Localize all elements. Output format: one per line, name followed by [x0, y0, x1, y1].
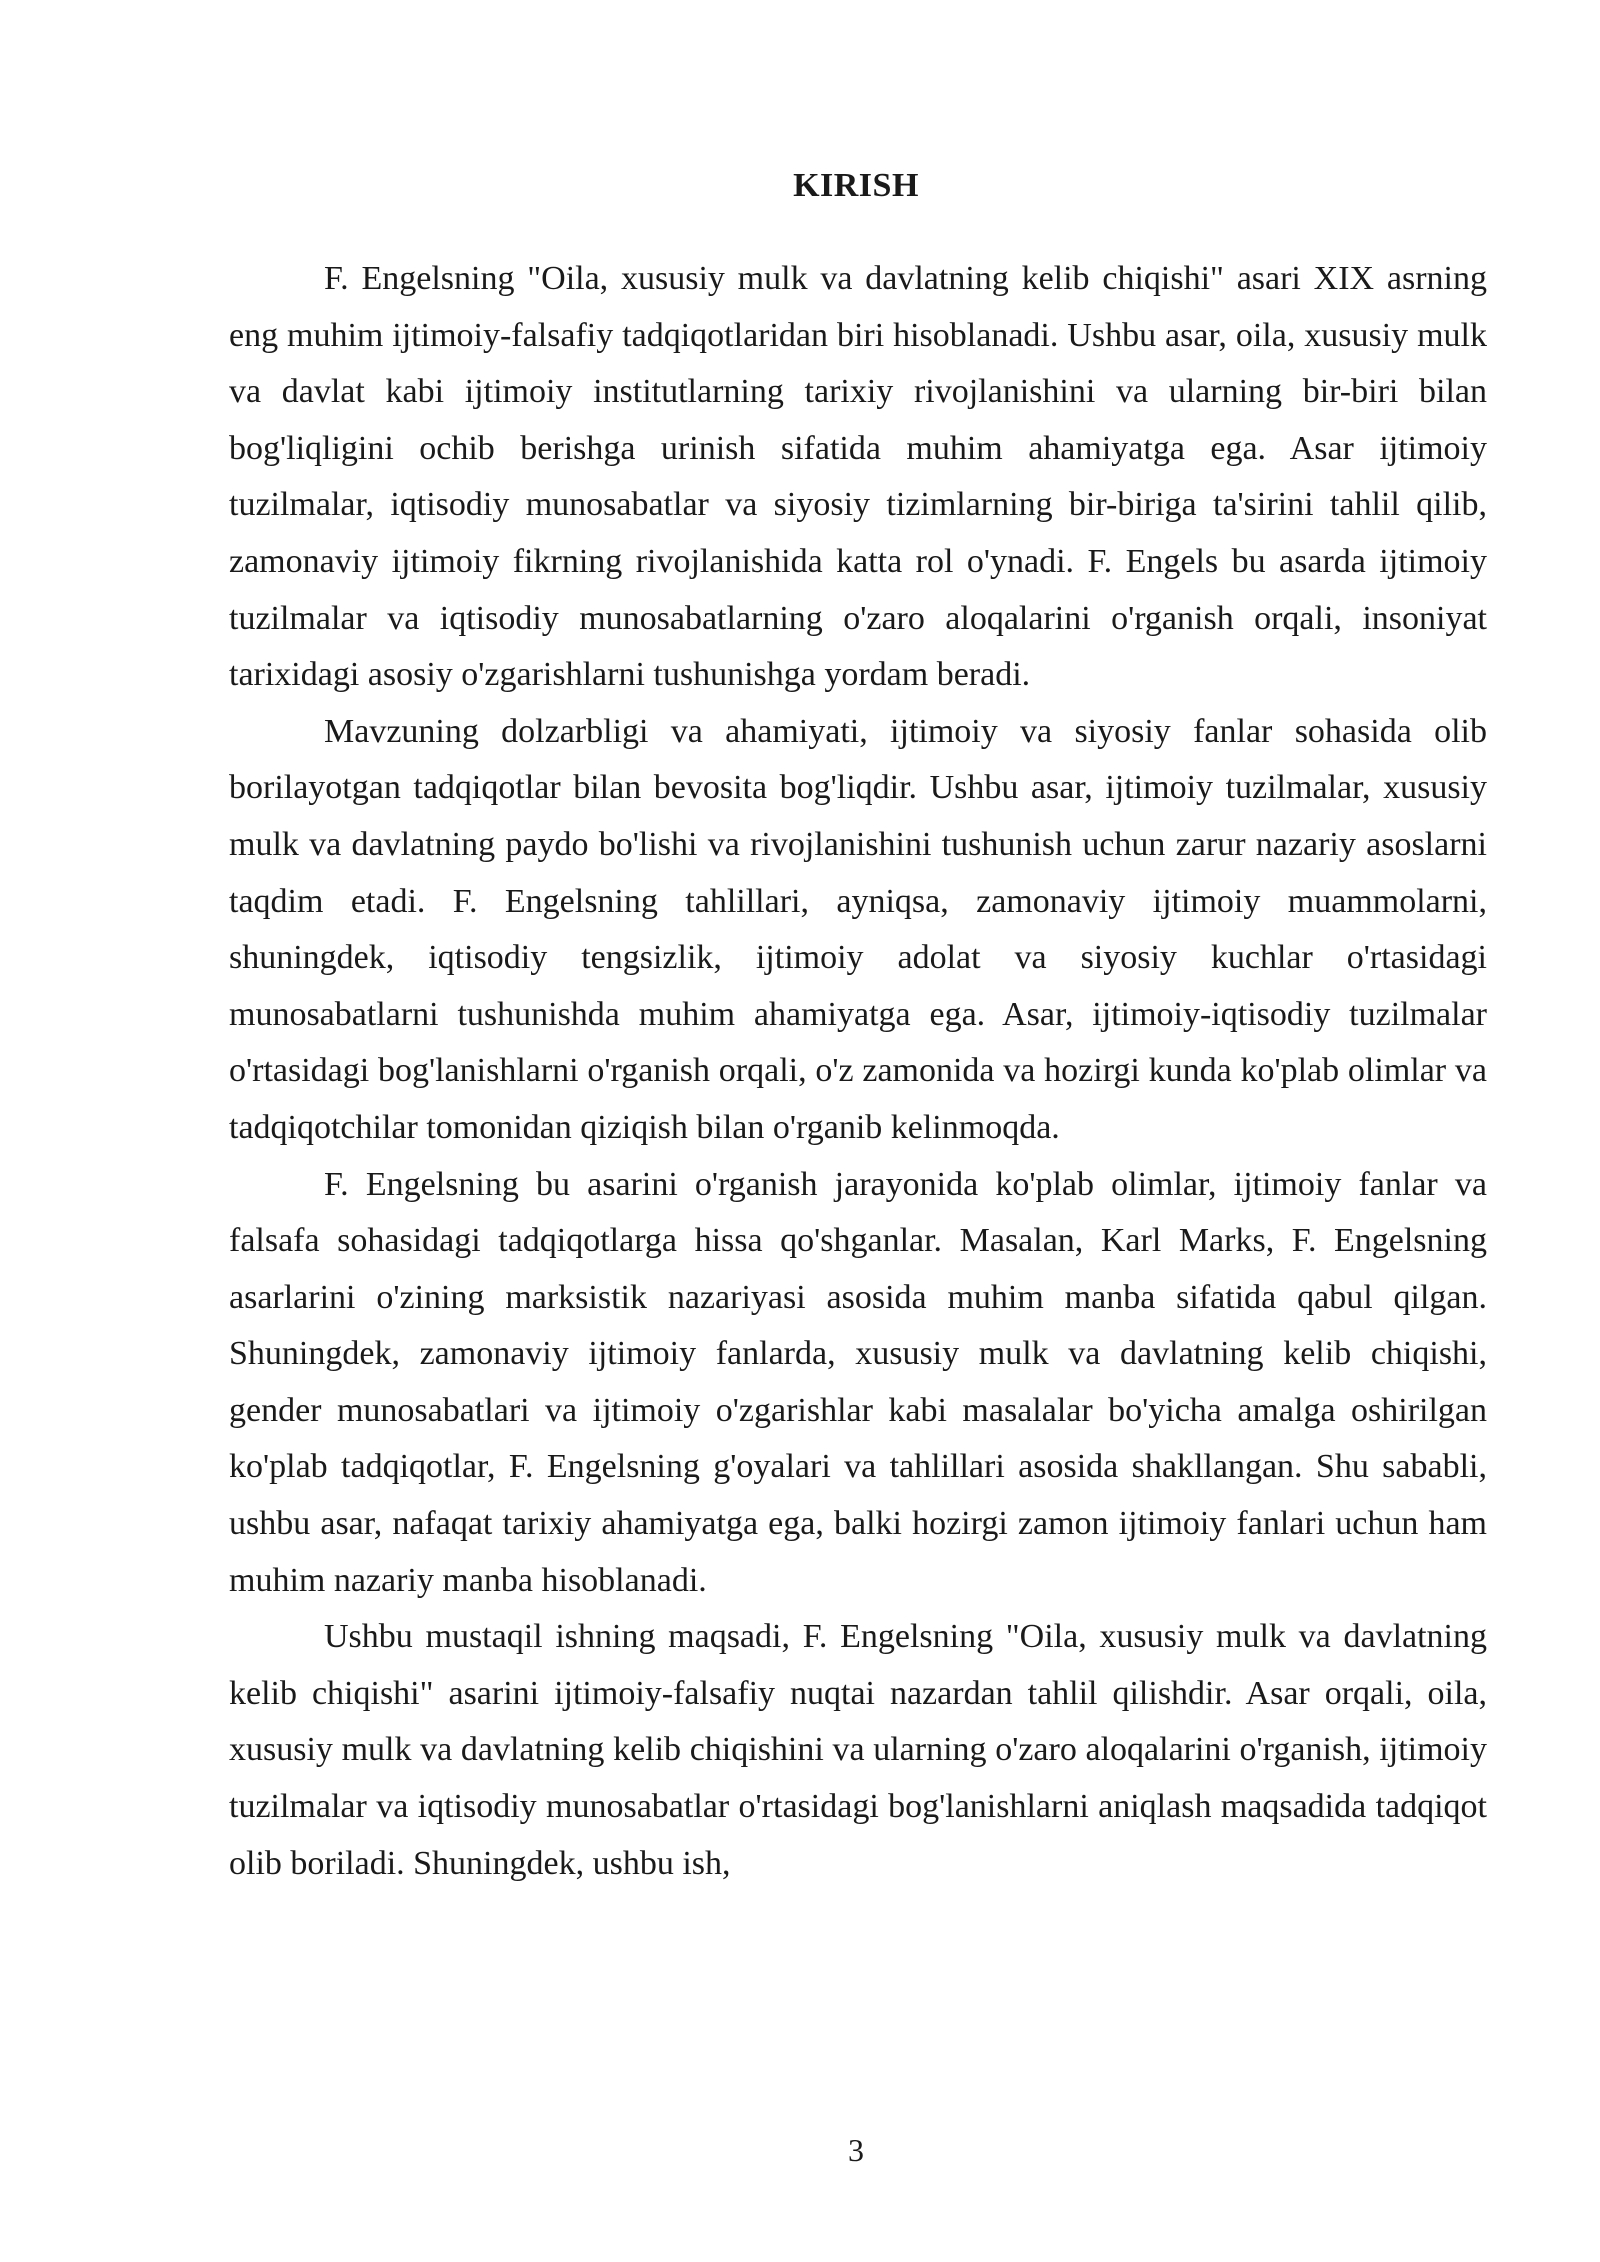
section-title: KIRISH	[793, 167, 919, 204]
body-text	[229, 251, 1487, 1892]
paragraph-3: F. Engelsning bu asarini o'rganish jarayonida ko'plab olimlar, ijtimoiy fanlar va falsafa sohasidagi tadqiqotlarga hissa qo'shganlar. Masalan, Karl Marks, F. Engelsning asarlarini o'zining marksistik nazariyasi asosida muhim manba sifatida qabul qilgan. Shuningdek, zamonaviy ijtimoiy fanlarda, xususiy mulk va davlatning kelib chiqishi, gender munosabatlari va ijtimoiy o'zgarishlar kabi masalalar bo'yicha amalga oshirilgan ko'plab tadqiqotlar, F. Engelsning g'oyalari va tahlillari asosida shakllangan. Shu sababli, ushbu asar, nafaqat tarixiy ahamiyatga ega, balki hozirgi zamon ijtimoiy fanlari uchun ham muhim nazariy manba hisoblanadi.	[229, 1165, 1487, 1599]
paragraph-2: Mavzuning dolzarbligi va ahamiyati, ijtimoiy va siyosiy fanlar sohasida olib borilayotgan tadqiqotlar bilan bevosita bog'liqdir. Ushbu asar, ijtimoiy tuzilmalar, xususiy mulk va davlatning paydo bo'lishi va rivojlanishini tushunish uchun zarur nazariy asoslarni taqdim etadi. F. Engelsning tahlillari, ayniqsa, zamonaviy ijtimoiy muammolarni, shuningdek, iqtisodiy tengsizlik, ijtimoiy adolat va siyosiy kuchlar o'rtasidagi munosabatlarni tushunishda muhim ahamiyatga ega. Asar, ijtimoiy-iqtisodiy tuzilmalar o'rtasidagi bog'lanishlarni o'rganish orqali, o'z zamonida va hozirgi kunda ko'plab olimlar va tadqiqotchilar tomonidan qiziqish bilan o'rganib kelinmoqda.	[229, 712, 1487, 1146]
page-number: 3	[848, 2132, 864, 2168]
paragraph-4: Ushbu mustaqil ishning maqsadi, F. Engelsning "Oila, xususiy mulk va davlatning kelib chiqishi" asarini ijtimoiy-falsafiy nuqtai nazardan tahlil qilishdir. Asar orqali, oila, xususiy mulk va davlatning kelib chiqishini va ularning o'zaro aloqalarini o'rganish, ijtimoiy tuzilmalar va iqtisodiy munosabatlar o'rtasidagi bog'lanishlarni aniqlash maqsadida tadqiqot olib boriladi. Shuningdek, ushbu ish,	[229, 1618, 1487, 1882]
paragraph-1: F. Engelsning "Oila, xususiy mulk va davlatning kelib chiqishi" asari XIX asrning eng muhim ijtimoiy-falsafiy tadqiqotlaridan biri hisoblanadi. Ushbu asar, oila, xususiy mulk va davlat kabi ijtimoiy institutlarning tarixiy rivojlanishini va ularning bir-biri bilan bog'liqligini ochib berishga urinish sifatida muhim ahamiyatga ega. Asar ijtimoiy tuzilmalar, iqtisodiy munosabatlar va siyosiy tizimlarning bir-biriga ta'sirini tahlil qilib, zamonaviy ijtimoiy fikrning rivojlanishida katta rol o'ynadi. F. Engels bu asarda ijtimoiy tuzilmalar va iqtisodiy munosabatlarning o'zaro aloqalarini o'rganish orqali, insoniyat tarixidagi asosiy o'zgarishlarni tushunishga yordam beradi.	[229, 260, 1487, 694]
